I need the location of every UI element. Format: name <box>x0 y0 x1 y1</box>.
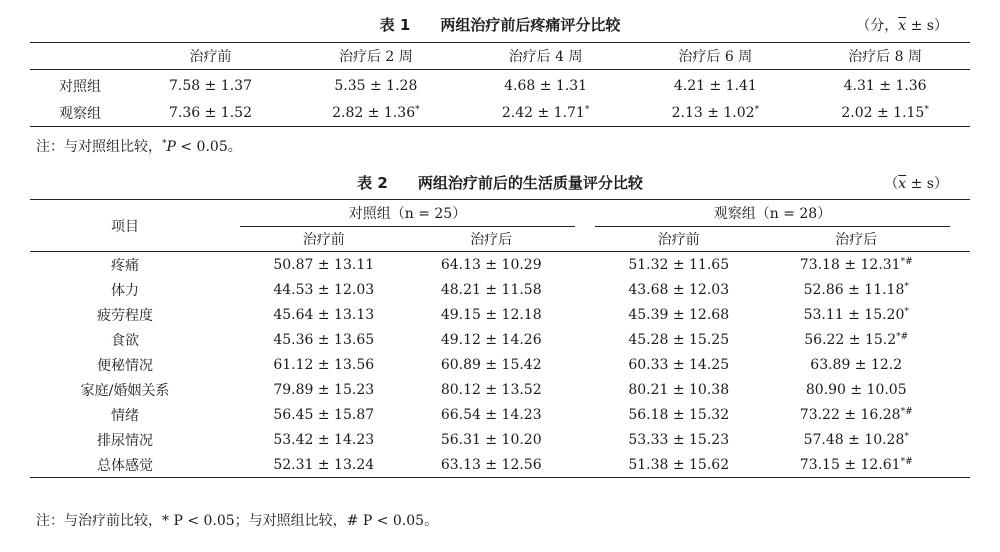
table1-cell: 5.35 ± 1.28 <box>334 77 418 94</box>
table2-spacer <box>575 352 595 377</box>
table-row <box>30 252 970 278</box>
table2-spacer <box>950 277 970 302</box>
table1-cell: 2.02 ± 1.15* <box>841 104 929 121</box>
table2-cell: 73.15 ± 12.61*# <box>799 456 913 473</box>
table2-cell: 45.64 ± 13.13 <box>273 306 375 323</box>
table2-cell: 73.18 ± 12.31*# <box>799 256 913 273</box>
table2-item-label: 疲劳程度 <box>97 307 153 324</box>
table2-cell: 56.45 ± 15.87 <box>273 406 375 423</box>
table2-spacer <box>950 452 970 478</box>
table2-unit: $(\overline{x} \pm s)$ <box>884 176 948 192</box>
table2 <box>30 199 970 478</box>
table2-spacer <box>220 377 240 402</box>
table2-spacer <box>950 227 970 252</box>
table2-cell: 44.53 ± 12.03 <box>273 281 375 298</box>
table2-cell: 80.12 ± 13.52 <box>440 381 542 398</box>
table2-cell: 52.86 ± 11.18* <box>803 281 909 298</box>
table2-spacer <box>220 352 240 377</box>
table2-note: 注：与治疗前比较，* P < 0.05；与对照组比较，# P < 0.05。 <box>36 513 439 529</box>
table2-cell: 49.12 ± 14.26 <box>440 331 542 348</box>
table1-unit: （分，$\overline{x} \pm s$） <box>856 18 948 34</box>
table2-cell: 64.13 ± 10.29 <box>440 256 542 273</box>
table2-spacer <box>575 427 595 452</box>
table-row <box>30 452 970 478</box>
table1-caption: 表 1 两组治疗前后疼痛评分比较 <box>379 16 621 34</box>
table2-cell: 63.89 ± 12.2 <box>810 356 903 373</box>
table-row <box>30 99 970 127</box>
table2-cell: 43.68 ± 12.03 <box>628 281 730 298</box>
table2-header-row <box>30 200 970 227</box>
table-row <box>30 302 970 327</box>
table2-spacer <box>950 302 970 327</box>
table2-item-label: 食欲 <box>111 332 139 349</box>
table2-cell: 80.90 ± 10.05 <box>805 381 907 398</box>
table2-spacer <box>220 452 240 478</box>
table2-spacer <box>950 427 970 452</box>
table2-body <box>30 252 970 478</box>
table2-spacer <box>950 377 970 402</box>
table2-spacer <box>575 252 595 278</box>
table2-cell: 53.42 ± 14.23 <box>273 431 375 448</box>
table2-cell: 49.15 ± 12.18 <box>440 306 542 323</box>
table2-spacer <box>575 327 595 352</box>
table1-col-header: 治疗后 4 周 <box>461 43 631 70</box>
table2-cell: 63.13 ± 12.56 <box>440 456 542 473</box>
table2-item-label: 便秘情况 <box>97 357 153 374</box>
table2-spacer <box>950 352 970 377</box>
table2-subheader: 治疗前 <box>595 227 762 252</box>
table1-note: 注：与对照组比较，*P < 0.05。 <box>36 139 242 155</box>
table1-header-row <box>30 43 970 70</box>
table2-cell: 73.22 ± 16.28*# <box>799 406 913 423</box>
table2-item-label: 总体感觉 <box>97 457 153 474</box>
table2-spacer <box>575 402 595 427</box>
table1-group-label: 观察组 <box>59 105 101 122</box>
table2-spacer <box>220 227 240 252</box>
table1-col-header: 治疗后 8 周 <box>800 43 970 70</box>
table-row <box>30 377 970 402</box>
table2-cell: 52.31 ± 13.24 <box>273 456 375 473</box>
table-row <box>30 427 970 452</box>
table2-group2-header: 观察组（n = 28） <box>595 200 950 227</box>
table2-cell: 60.33 ± 14.25 <box>628 356 730 373</box>
table2-cell: 66.54 ± 14.23 <box>440 406 542 423</box>
table-row <box>30 277 970 302</box>
table2-spacer <box>220 327 240 352</box>
table2-spacer <box>950 327 970 352</box>
table1-cell: 4.21 ± 1.41 <box>673 77 757 94</box>
table2-subheader: 治疗后 <box>407 227 574 252</box>
table2-cell: 45.39 ± 12.68 <box>628 306 730 323</box>
table2-spacer <box>220 302 240 327</box>
table2-caption: 表 2 两组治疗前后的生活质量评分比较 <box>357 174 643 192</box>
table-row <box>30 402 970 427</box>
table2-item-label: 疼痛 <box>111 257 139 274</box>
table2-cell: 80.21 ± 10.38 <box>628 381 730 398</box>
table2-spacer <box>575 302 595 327</box>
table1-col-header: 治疗后 6 周 <box>630 43 800 70</box>
table2-cell: 45.36 ± 13.65 <box>273 331 375 348</box>
table2-item-label: 家庭/婚姻关系 <box>80 382 170 399</box>
table1-cell: 7.36 ± 1.52 <box>169 104 252 121</box>
table2-cell: 56.22 ± 15.2*# <box>804 331 909 348</box>
table2-cell: 53.33 ± 15.23 <box>628 431 730 448</box>
table1-cell: 4.68 ± 1.31 <box>504 77 588 94</box>
table2-cell: 56.18 ± 15.32 <box>628 406 730 423</box>
table1-cell: 7.58 ± 1.37 <box>169 77 252 94</box>
table2-cell: 50.87 ± 13.11 <box>273 256 375 273</box>
table2-item-label: 体力 <box>111 282 139 299</box>
table1-group-label: 对照组 <box>59 78 101 95</box>
table1-cell: 2.82 ± 1.36* <box>332 104 420 121</box>
table2-cell: 51.32 ± 11.65 <box>628 256 730 273</box>
table2-cell: 53.11 ± 15.20* <box>803 306 909 323</box>
table2-spacer <box>575 377 595 402</box>
table2-cell: 56.31 ± 10.20 <box>440 431 542 448</box>
table2-spacer <box>220 277 240 302</box>
table2-cell: 51.38 ± 15.62 <box>628 456 730 473</box>
table2-cell: 57.48 ± 10.28* <box>803 431 909 448</box>
table1-cell: 2.42 ± 1.71* <box>501 104 590 121</box>
table2-item-header: 项目 <box>30 200 220 252</box>
table2-item-label: 排尿情况 <box>97 432 153 449</box>
table2-spacer <box>220 252 240 278</box>
table1-col-header: 治疗前 <box>130 43 291 70</box>
table2-cell: 79.89 ± 15.23 <box>273 381 375 398</box>
table2-item-label: 情绪 <box>111 407 139 424</box>
table2-spacer <box>950 402 970 427</box>
table2-spacer <box>220 200 240 227</box>
table2-group1-header: 对照组（n = 25） <box>240 200 575 227</box>
table1-col-header: 治疗后 2 周 <box>291 43 461 70</box>
table2-spacer <box>950 200 970 227</box>
table1-cell: 4.31 ± 1.36 <box>843 77 927 94</box>
table2-cell: 60.89 ± 15.42 <box>440 356 542 373</box>
table2-spacer <box>220 427 240 452</box>
table-row <box>30 70 970 100</box>
table-row <box>30 352 970 377</box>
table2-cell: 61.12 ± 13.56 <box>273 356 375 373</box>
table2-spacer <box>575 277 595 302</box>
table2-cell: 45.28 ± 15.25 <box>628 331 730 348</box>
table2-spacer <box>220 402 240 427</box>
table1-cell: 2.13 ± 1.02* <box>671 104 760 121</box>
table2-spacer <box>950 252 970 278</box>
table-row <box>30 327 970 352</box>
table2-subheader: 治疗后 <box>762 227 950 252</box>
table2-spacer <box>575 200 595 227</box>
table1 <box>30 42 970 127</box>
table2-subheader: 治疗前 <box>240 227 407 252</box>
table2-spacer <box>575 452 595 478</box>
table1-corner-cell <box>30 43 130 70</box>
table2-cell: 48.21 ± 11.58 <box>440 281 542 298</box>
table2-spacer <box>575 227 595 252</box>
